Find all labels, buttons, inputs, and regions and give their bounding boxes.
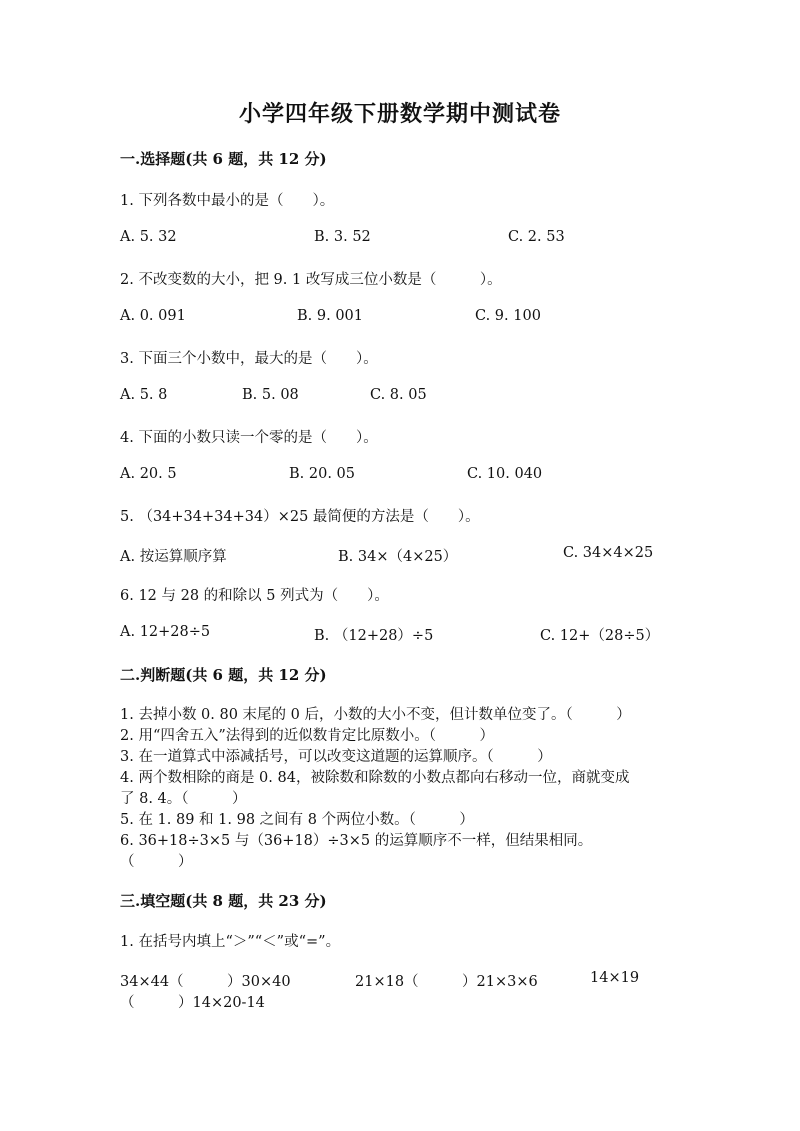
judgment-item-6-continued: （ ） (120, 854, 193, 870)
option-a: A. 0. 091 (120, 308, 186, 324)
question-1-6: 6. 12 与 28 的和除以 5 列式为（ ）。 (120, 588, 389, 604)
judgment-item-3: 3. 在一道算式中添减括号，可以改变这道题的运算顺序。（ ） (120, 749, 552, 765)
option-b: B. 9. 001 (297, 308, 363, 324)
comparison-expression: 34×44（ ）30×40 (120, 974, 291, 990)
option-a: A. 按运算顺序算 (120, 549, 227, 565)
question-1-5: 5. （34+34+34+34）×25 最简便的方法是（ ）。 (120, 509, 480, 525)
option-c: C. 8. 05 (370, 387, 427, 403)
option-a: A. 5. 8 (120, 387, 168, 403)
option-c: C. 12+（28÷5） (540, 628, 660, 644)
option-a: A. 20. 5 (120, 466, 177, 482)
fill-question-1: 1. 在括号内填上“＞”“＜”或“=”。 (120, 934, 341, 950)
question-1-3: 3. 下面三个小数中，最大的是（ ）。 (120, 351, 378, 367)
judgment-item-1: 1. 去掉小数 0. 80 末尾的 0 后，小数的大小不变，但计数单位变了。（ ） (120, 707, 631, 723)
judgment-item-5: 5. 在 1. 89 和 1. 98 之间有 8 个两位小数。（ ） (120, 812, 474, 828)
question-1-4: 4. 下面的小数只读一个零的是（ ）。 (120, 430, 378, 446)
option-c: C. 10. 040 (467, 466, 543, 482)
section-2-heading: 二.判断题(共 6 题，共 12 分) (120, 666, 327, 684)
option-c: C. 34×4×25 (563, 545, 654, 561)
option-b: B. 3. 52 (314, 229, 371, 245)
comparison-expression-continued: （ ）14×20-14 (120, 995, 265, 1011)
judgment-item-2: 2. 用“四舍五入”法得到的近似数肯定比原数小。（ ） (120, 728, 495, 744)
section-3-heading: 三.填空题(共 8 题，共 23 分) (120, 892, 327, 910)
question-1-2: 2. 不改变数的大小，把 9. 1 改写成三位小数是（ ）。 (120, 272, 502, 288)
option-b: B. 20. 05 (289, 466, 355, 482)
option-b: B. （12+28）÷5 (314, 628, 434, 644)
page-title: 小学四年级下册数学期中测试卷 (238, 101, 561, 127)
option-c: C. 2. 53 (508, 229, 565, 245)
judgment-item-6: 6. 36+18÷3×5 与（36+18）÷3×5 的运算顺序不一样，但结果相同。 (120, 833, 593, 849)
option-c: C. 9. 100 (475, 308, 541, 324)
option-a: A. 12+28÷5 (120, 624, 211, 640)
option-a: A. 5. 32 (120, 229, 177, 245)
comparison-expression: 14×19 (590, 970, 640, 986)
comparison-expression: 21×18（ ）21×3×6 (355, 974, 538, 990)
question-1-1: 1. 下列各数中最小的是（ ）。 (120, 193, 335, 209)
option-b: B. 5. 08 (242, 387, 299, 403)
judgment-item-4: 4. 两个数相除的商是 0. 84，被除数和除数的小数点都向右移动一位，商就变成 (120, 770, 630, 786)
judgment-item-4-continued: 了 8. 4。（ ） (120, 791, 247, 807)
section-1-heading: 一.选择题(共 6 题，共 12 分) (120, 150, 327, 168)
option-b: B. 34×（4×25） (338, 549, 458, 565)
